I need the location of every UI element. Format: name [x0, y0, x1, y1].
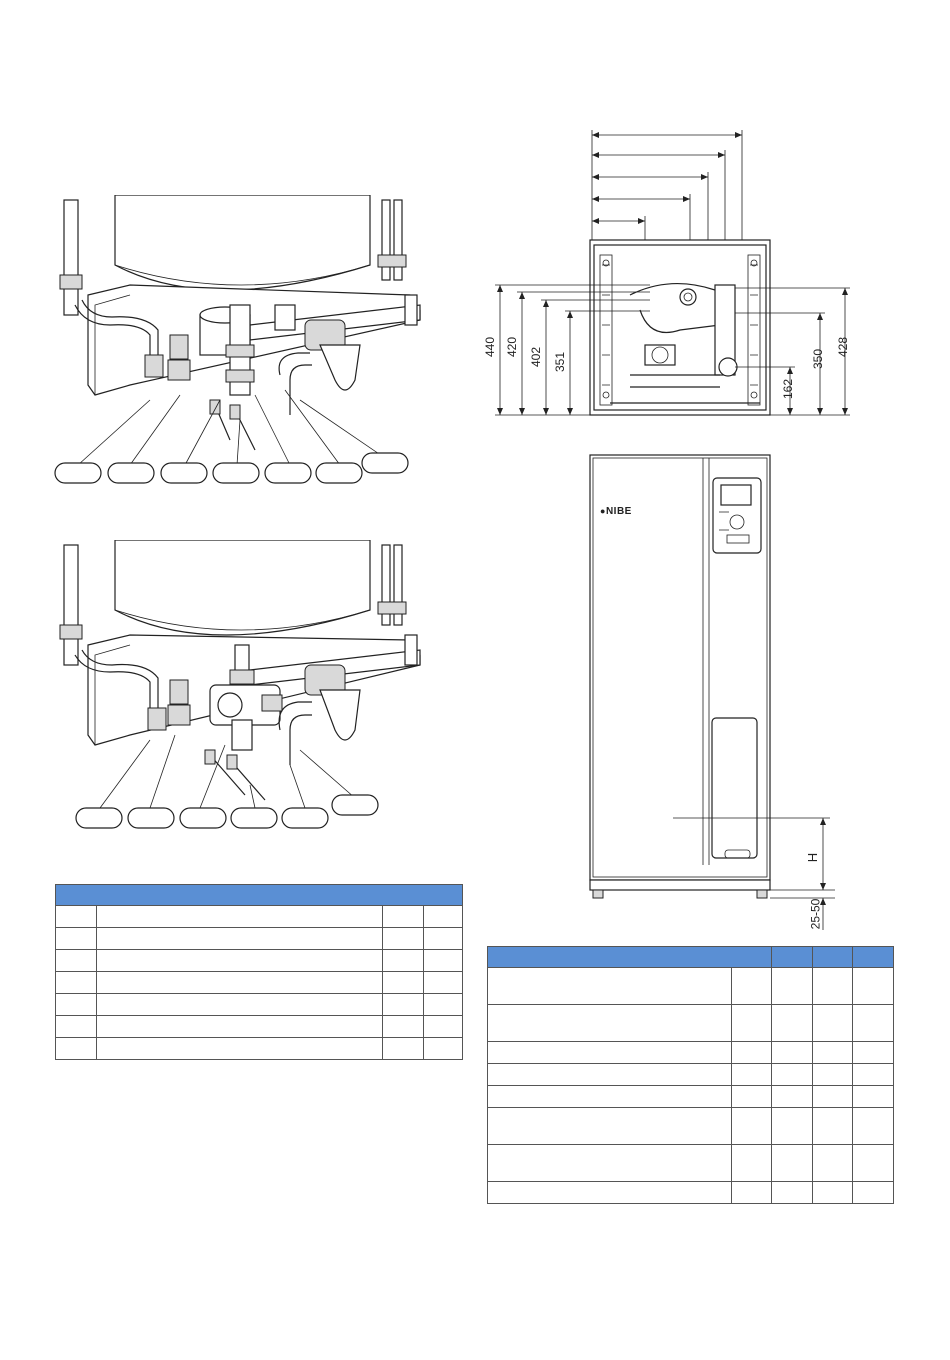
pipe-connection-illustration-bottom: [50, 540, 440, 840]
dimension-label-351: 351: [553, 351, 568, 373]
pipe-connection-illustration-top: [50, 195, 440, 495]
table-header-row: [488, 947, 894, 968]
logo-mark-icon: ●: [600, 506, 606, 516]
table-row: [488, 1042, 894, 1064]
dimension-label-420: 420: [505, 336, 520, 358]
dimension-label-350: 350: [811, 348, 826, 370]
table-row: [56, 1038, 463, 1060]
dimension-label-25-50: 25-50: [808, 898, 823, 930]
table-row: [56, 928, 463, 950]
table-row: [488, 968, 894, 1005]
dimension-label-402: 402: [529, 346, 544, 368]
dimension-label-h: H: [805, 852, 821, 863]
table-row: [488, 1108, 894, 1145]
table-row: [56, 994, 463, 1016]
dimension-label-428: 428: [836, 336, 851, 358]
table-row: [56, 972, 463, 994]
logo-text: NIBE: [605, 506, 632, 517]
table-row: [488, 1086, 894, 1108]
table-row: [56, 1016, 463, 1038]
right-spec-table: [487, 946, 894, 1204]
rear-view-dimension-drawing: [480, 125, 860, 425]
table-row: [488, 1064, 894, 1086]
table-row: [488, 1005, 894, 1042]
dimension-label-162: 162: [781, 378, 796, 400]
front-view-drawing: [585, 450, 845, 940]
left-spec-table: [55, 884, 463, 1060]
table-row: [488, 1182, 894, 1204]
dimension-label-440: 440: [483, 336, 498, 358]
table-header-row: [56, 885, 463, 906]
brand-logo: [600, 506, 632, 517]
table-row: [56, 906, 463, 928]
table-row: [488, 1145, 894, 1182]
table-row: [56, 950, 463, 972]
